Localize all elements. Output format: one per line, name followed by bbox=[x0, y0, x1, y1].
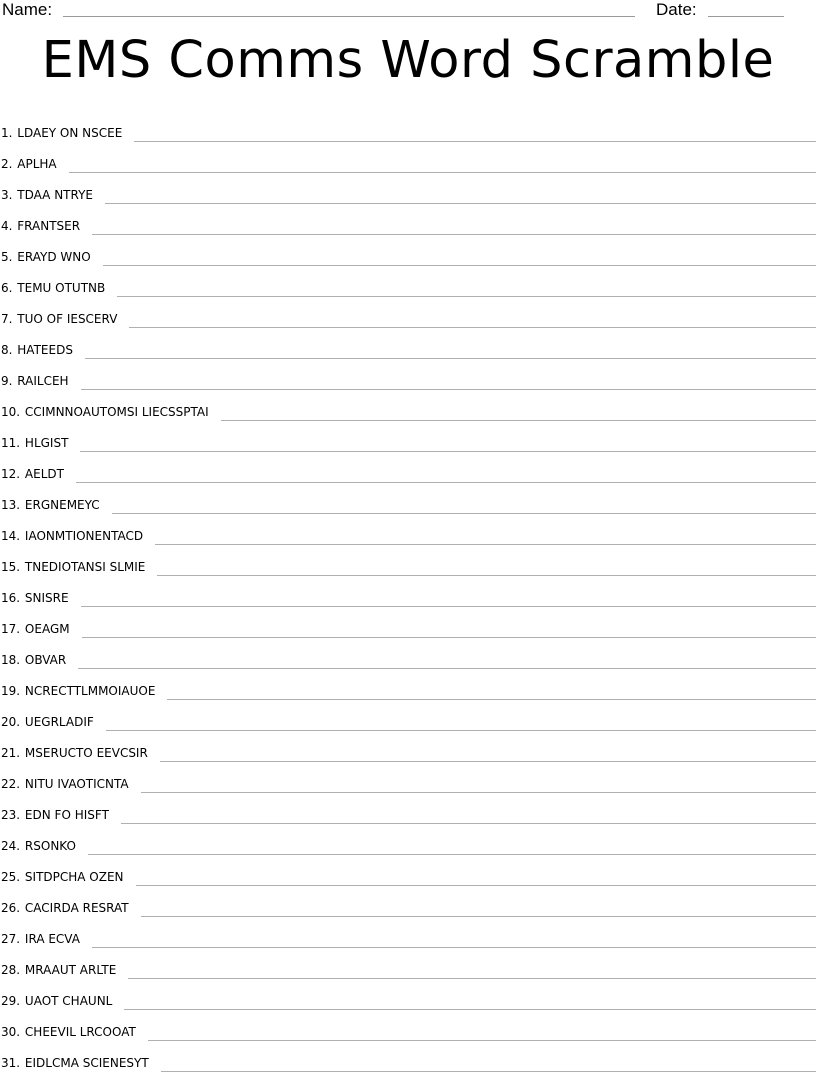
puzzle-number: 24. bbox=[1, 839, 21, 853]
puzzle-number: 15. bbox=[1, 560, 21, 574]
puzzle-row bbox=[0, 421, 816, 452]
answer-line[interactable] bbox=[157, 575, 816, 576]
scrambled-word: MSERUCTO EEVCSIR bbox=[24, 746, 148, 760]
puzzle-number: 21. bbox=[1, 746, 21, 760]
scrambled-word: OEAGM bbox=[24, 622, 70, 636]
puzzle-number: 1. bbox=[1, 126, 13, 140]
puzzle-row bbox=[0, 1041, 816, 1072]
scrambled-word: NITU IVAOTICNTA bbox=[24, 777, 129, 791]
puzzle-row bbox=[0, 111, 816, 142]
answer-line[interactable] bbox=[129, 327, 816, 328]
puzzle-row bbox=[0, 669, 816, 700]
scrambled-word: CCIMNNOAUTOMSI LIECSSPTAI bbox=[24, 405, 209, 419]
puzzle-row bbox=[0, 1010, 816, 1041]
puzzle-row bbox=[0, 142, 816, 173]
answer-line[interactable] bbox=[148, 1040, 816, 1041]
date-label: Date: bbox=[656, 0, 697, 19]
scrambled-word: TUO OF IESCERV bbox=[17, 312, 118, 326]
puzzle-row bbox=[0, 235, 816, 266]
answer-line[interactable] bbox=[82, 637, 816, 638]
scrambled-word: SNISRE bbox=[24, 591, 69, 605]
answer-line[interactable] bbox=[80, 451, 816, 452]
puzzle-number: 8. bbox=[1, 343, 13, 357]
puzzle-number: 5. bbox=[1, 250, 13, 264]
name-label: Name: bbox=[2, 0, 53, 19]
answer-line[interactable] bbox=[88, 854, 816, 855]
answer-line[interactable] bbox=[221, 420, 816, 421]
answer-line[interactable] bbox=[155, 544, 816, 545]
scrambled-word: AELDT bbox=[24, 467, 64, 481]
puzzle-number: 20. bbox=[1, 715, 21, 729]
puzzle-row bbox=[0, 483, 816, 514]
scrambled-word: TDAA NTRYE bbox=[17, 188, 93, 202]
puzzle-number: 10. bbox=[1, 405, 21, 419]
puzzle-row bbox=[0, 917, 816, 948]
scrambled-word: APLHA bbox=[17, 157, 57, 171]
puzzle-number: 14. bbox=[1, 529, 21, 543]
answer-line[interactable] bbox=[121, 823, 816, 824]
scrambled-word: TEMU OTUTNB bbox=[17, 281, 106, 295]
puzzle-row bbox=[0, 452, 816, 483]
answer-line[interactable] bbox=[141, 916, 816, 917]
scrambled-word: RAILCEH bbox=[17, 374, 69, 388]
scrambled-word: LDAEY ON NSCEE bbox=[17, 126, 123, 140]
scrambled-word: UAOT CHAUNL bbox=[24, 994, 113, 1008]
puzzle-number: 6. bbox=[1, 281, 13, 295]
scrambled-word: HLGIST bbox=[24, 436, 69, 450]
answer-line[interactable] bbox=[117, 296, 816, 297]
puzzle-number: 31. bbox=[1, 1056, 21, 1070]
puzzle-number: 30. bbox=[1, 1025, 21, 1039]
puzzle-number: 28. bbox=[1, 963, 21, 977]
puzzle-number: 22. bbox=[1, 777, 21, 791]
scrambled-word: SITDPCHA OZEN bbox=[24, 870, 124, 884]
answer-line[interactable] bbox=[128, 978, 816, 979]
puzzle-row bbox=[0, 638, 816, 669]
puzzle-number: 4. bbox=[1, 219, 13, 233]
puzzle-number: 23. bbox=[1, 808, 21, 822]
scrambled-word: IRA ECVA bbox=[24, 932, 80, 946]
puzzle-row bbox=[0, 886, 816, 917]
puzzle-row bbox=[0, 514, 816, 545]
puzzle-number: 12. bbox=[1, 467, 21, 481]
scrambled-word: ERAYD WNO bbox=[17, 250, 91, 264]
scrambled-word: HATEEDS bbox=[17, 343, 73, 357]
puzzle-row bbox=[0, 824, 816, 855]
answer-line[interactable] bbox=[136, 885, 816, 886]
puzzle-number: 19. bbox=[1, 684, 21, 698]
puzzle-number: 26. bbox=[1, 901, 21, 915]
date-field[interactable] bbox=[708, 16, 784, 17]
answer-line[interactable] bbox=[69, 172, 816, 173]
name-field[interactable] bbox=[63, 16, 635, 17]
answer-line[interactable] bbox=[160, 761, 816, 762]
puzzle-row bbox=[0, 545, 816, 576]
puzzle-row bbox=[0, 855, 816, 886]
puzzle-row bbox=[0, 266, 816, 297]
puzzle-number: 17. bbox=[1, 622, 21, 636]
puzzle-row bbox=[0, 204, 816, 235]
puzzle-number: 3. bbox=[1, 188, 13, 202]
answer-line[interactable] bbox=[106, 730, 816, 731]
puzzle-row bbox=[0, 731, 816, 762]
puzzle-number: 2. bbox=[1, 157, 13, 171]
puzzle-number: 13. bbox=[1, 498, 21, 512]
puzzle-row bbox=[0, 390, 816, 421]
answer-line[interactable] bbox=[167, 699, 816, 700]
puzzle-number: 25. bbox=[1, 870, 21, 884]
scrambled-word: EIDLCMA SCIENESYT bbox=[24, 1056, 149, 1070]
puzzle-row bbox=[0, 297, 816, 328]
scrambled-word: CACIRDA RESRAT bbox=[24, 901, 129, 915]
puzzle-number: 11. bbox=[1, 436, 21, 450]
answer-line[interactable] bbox=[92, 234, 816, 235]
puzzle-number: 16. bbox=[1, 591, 21, 605]
answer-line[interactable] bbox=[92, 947, 816, 948]
puzzle-row bbox=[0, 700, 816, 731]
puzzle-row bbox=[0, 576, 816, 607]
puzzle-row bbox=[0, 948, 816, 979]
answer-line[interactable] bbox=[112, 513, 816, 514]
puzzle-number: 29. bbox=[1, 994, 21, 1008]
answer-line[interactable] bbox=[134, 141, 816, 142]
answer-line[interactable] bbox=[105, 203, 816, 204]
answer-line[interactable] bbox=[124, 1009, 816, 1010]
puzzle-row bbox=[0, 762, 816, 793]
puzzle-row bbox=[0, 359, 816, 390]
answer-line[interactable] bbox=[78, 668, 816, 669]
puzzle-row bbox=[0, 607, 816, 638]
puzzle-number: 18. bbox=[1, 653, 21, 667]
puzzle-row bbox=[0, 979, 816, 1010]
scrambled-word: IAONMTIONENTACD bbox=[24, 529, 144, 543]
scrambled-word: FRANTSER bbox=[17, 219, 81, 233]
puzzle-list bbox=[0, 111, 816, 1072]
scrambled-word: NCRECTTLMMOIAUOE bbox=[24, 684, 156, 698]
answer-line[interactable] bbox=[76, 482, 816, 483]
puzzle-row bbox=[0, 328, 816, 359]
answer-line[interactable] bbox=[85, 358, 816, 359]
worksheet-header bbox=[0, 0, 816, 24]
answer-line[interactable] bbox=[81, 606, 816, 607]
puzzle-number: 27. bbox=[1, 932, 21, 946]
answer-line[interactable] bbox=[103, 265, 816, 266]
page-title: EMS Comms Word Scramble bbox=[41, 31, 775, 90]
scrambled-word: CHEEVIL LRCOOAT bbox=[24, 1025, 136, 1039]
puzzle-number: 7. bbox=[1, 312, 13, 326]
puzzle-row bbox=[0, 793, 816, 824]
scrambled-word: MRAAUT ARLTE bbox=[24, 963, 117, 977]
puzzle-number: 9. bbox=[1, 374, 13, 388]
answer-line[interactable] bbox=[81, 389, 816, 390]
scrambled-word: EDN FO HISFT bbox=[24, 808, 109, 822]
scrambled-word: TNEDIOTANSI SLMIE bbox=[24, 560, 146, 574]
answer-line[interactable] bbox=[141, 792, 816, 793]
scrambled-word: OBVAR bbox=[24, 653, 67, 667]
scrambled-word: UEGRLADIF bbox=[24, 715, 94, 729]
scrambled-word: ERGNEMEYC bbox=[24, 498, 100, 512]
puzzle-row bbox=[0, 173, 816, 204]
scrambled-word: RSONKO bbox=[24, 839, 76, 853]
